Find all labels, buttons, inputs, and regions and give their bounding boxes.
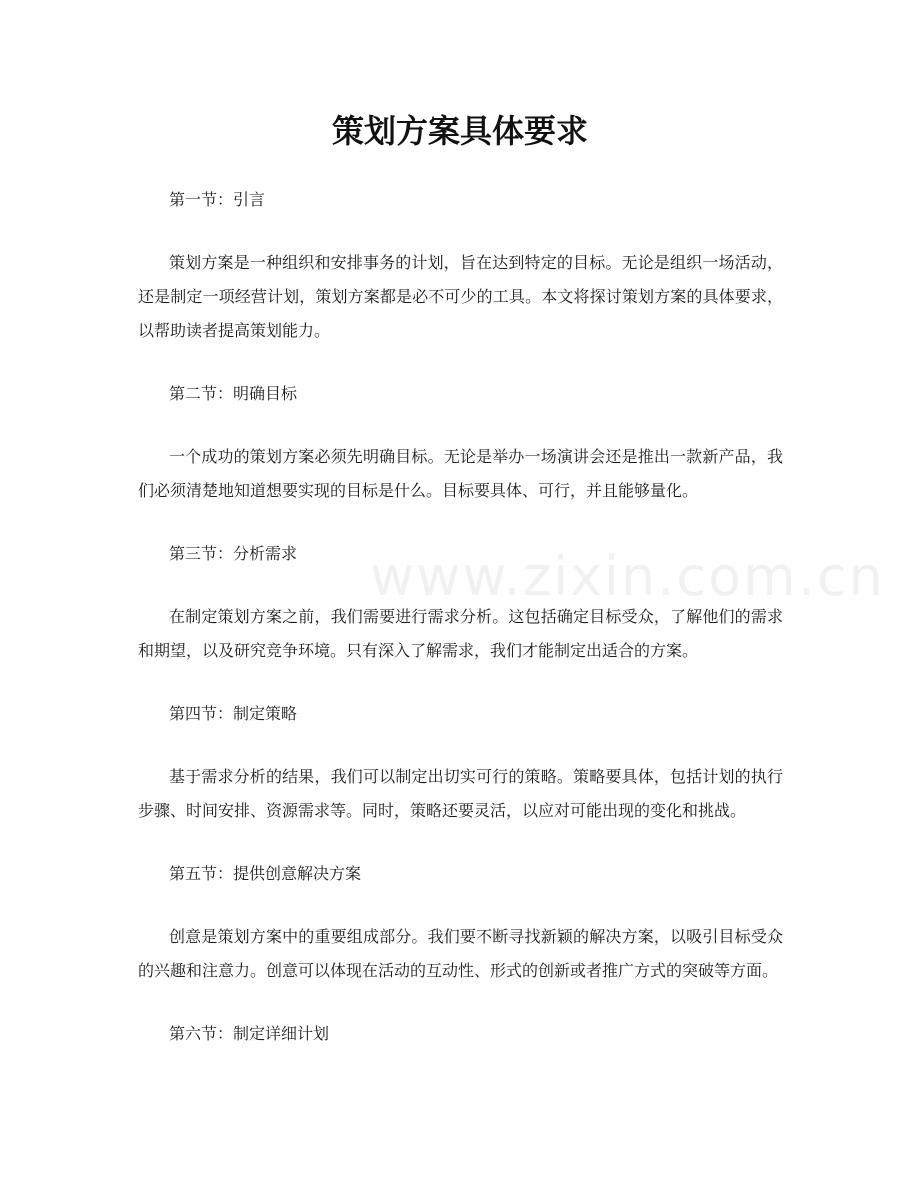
- spacer: [138, 891, 783, 920]
- spacer: [138, 508, 783, 537]
- spacer: [138, 348, 783, 377]
- section-heading-6: 第六节：制定详细计划: [169, 1024, 330, 1043]
- section-paragraph-5: 创意是策划方案中的重要组成部分。我们要不断寻找新颖的解决方案，以吸引目标受众的兴趣和注意力。创意可以体现在活动的互动性、形式的创新或者推广方式的突破等方面。: [138, 927, 783, 980]
- spacer: [138, 731, 783, 760]
- section-paragraph-3: 在制定策划方案之前，我们需要进行需求分析。这包括确定目标受众，了解他们的需求和期望，以及研究竞争环境。只有深入了解需求，我们才能制定出适合的方案。: [138, 607, 783, 660]
- section-heading-3: 第三节：分析需求: [169, 544, 298, 563]
- spacer: [138, 988, 783, 1017]
- section-heading-5: 第五节：提供创意解决方案: [169, 864, 362, 883]
- section-heading-4: 第四节：制定策略: [169, 704, 298, 723]
- spacer: [138, 411, 783, 440]
- section-heading-1: 第一节：引言: [169, 190, 266, 209]
- section-paragraph-2: 一个成功的策划方案必须先明确目标。无论是举办一场演讲会还是推出一款新产品，我们必须清楚地知道想要实现的目标是什么。目标要具体、可行，并且能够量化。: [138, 447, 783, 500]
- document-body: [138, 183, 783, 1051]
- spacer: [138, 217, 783, 246]
- spacer: [138, 668, 783, 697]
- watermark: www.zixin.com.cn: [370, 545, 885, 608]
- section-heading-2: 第二节：明确目标: [169, 384, 298, 403]
- spacer: [138, 828, 783, 857]
- section-paragraph-1: 策划方案是一种组织和安排事务的计划，旨在达到特定的目标。无论是组织一场活动，还是制定一项经营计划，策划方案都是必不可少的工具。本文将探讨策划方案的具体要求，以帮助读者提高策划能力。: [138, 253, 783, 340]
- section-paragraph-4: 基于需求分析的结果，我们可以制定出切实可行的策略。策略要具体，包括计划的执行步骤、时间安排、资源需求等。同时，策略还要灵活，以应对可能出现的变化和挑战。: [138, 767, 783, 820]
- page-title: 策划方案具体要求: [331, 112, 588, 150]
- spacer: [138, 571, 783, 600]
